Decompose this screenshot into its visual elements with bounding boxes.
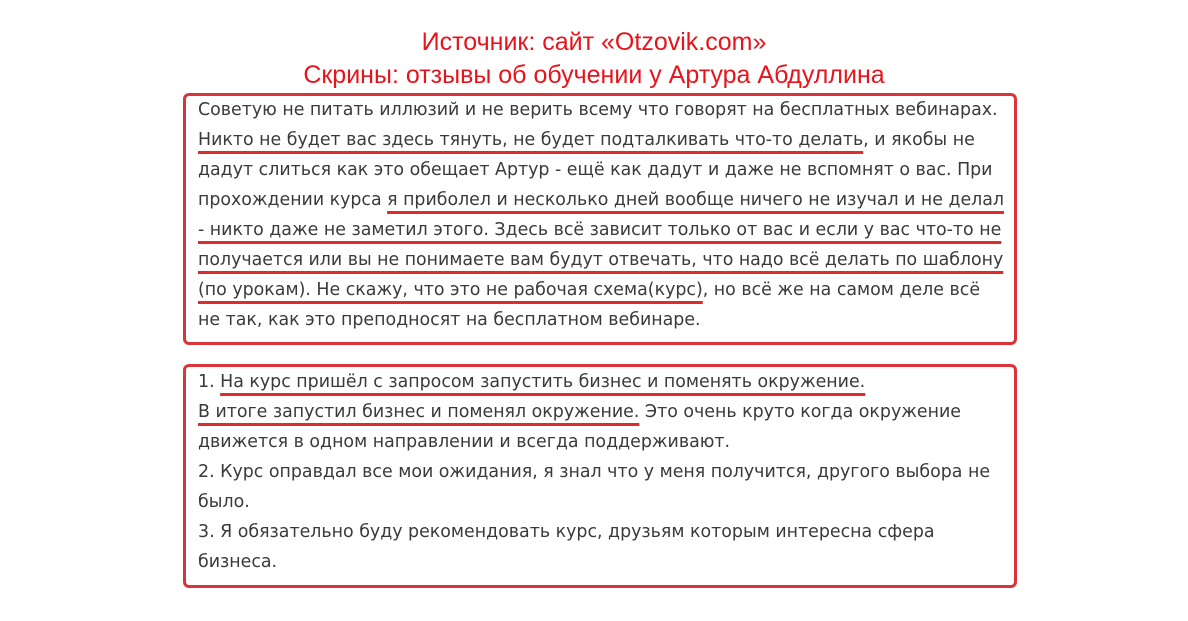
screens-line: Скрины: отзывы об обучении у Артура Абдуллина bbox=[303, 61, 885, 89]
review1-line-7: (по урокам). Не скажу, что это не рабочая схема(курс), но всё же на самом деле всё bbox=[198, 280, 981, 300]
highlight-underline: Никто не будет вас здесь тянуть, не будет подталкивать что-то делать bbox=[198, 130, 864, 150]
review2-line-3: движется в одном направлении и всегда поддерживают. bbox=[198, 432, 731, 452]
source-caption bbox=[0, 26, 1188, 92]
highlight-underline: я приболел и несколько дней вообще ничего не изучал и не делал bbox=[387, 190, 1004, 210]
review2-line-4: 2. Курс оправдал все мои ожидания, я знал что у меня получится, другого выбора не bbox=[198, 462, 991, 482]
review2-line-5: было. bbox=[198, 492, 250, 512]
review2-line-2: В итоге запустил бизнес и поменял окружение. Это очень круто когда окружение bbox=[198, 402, 961, 422]
review2-line-7: бизнеса. bbox=[198, 552, 278, 572]
review1-line-1: Советую не питать иллюзий и не верить всему что говорят на бесплатных вебинарах. bbox=[198, 100, 998, 120]
highlight-underline: (по урокам). Не скажу, что это не рабочая схема(курс) bbox=[198, 280, 703, 300]
highlight-underline: - никто даже не заметил этого. Здесь всё зависит только от вас и если у вас что-то не bbox=[198, 220, 1002, 240]
review1-line-5 bbox=[198, 220, 1001, 240]
highlight-underline: получается или вы не понимаете вам будут отвечать, что надо всё делать по шаблону bbox=[198, 250, 1004, 270]
source-line: Источник: сайт «Otzovik.com» bbox=[421, 28, 767, 56]
review1-line-2: Никто не будет вас здесь тянуть, не будет подталкивать что-то делать, и якобы не bbox=[198, 130, 975, 150]
review1-line-6 bbox=[198, 250, 1003, 270]
review1-line-4: прохождении курса я приболел и несколько дней вообще ничего не изучал и не делал bbox=[198, 190, 1004, 210]
highlight-underline: В итоге запустил бизнес и поменял окружение. bbox=[198, 402, 640, 422]
highlight-underline: На курс пришёл с запросом запустить бизнес и поменять окружение. bbox=[220, 372, 866, 392]
review1-line-8: не так, как это преподносят на бесплатном вебинаре. bbox=[198, 310, 701, 330]
review1-line-3: дадут слиться как это обещает Артур - ещё как дадут и даже не вспомнят о вас. При bbox=[198, 160, 993, 180]
review2-line-6: 3. Я обязательно буду рекомендовать курс, друзьям которым интересна сфера bbox=[198, 522, 935, 542]
review2-line-1: 1. На курс пришёл с запросом запустить бизнес и поменять окружение. bbox=[198, 372, 866, 392]
